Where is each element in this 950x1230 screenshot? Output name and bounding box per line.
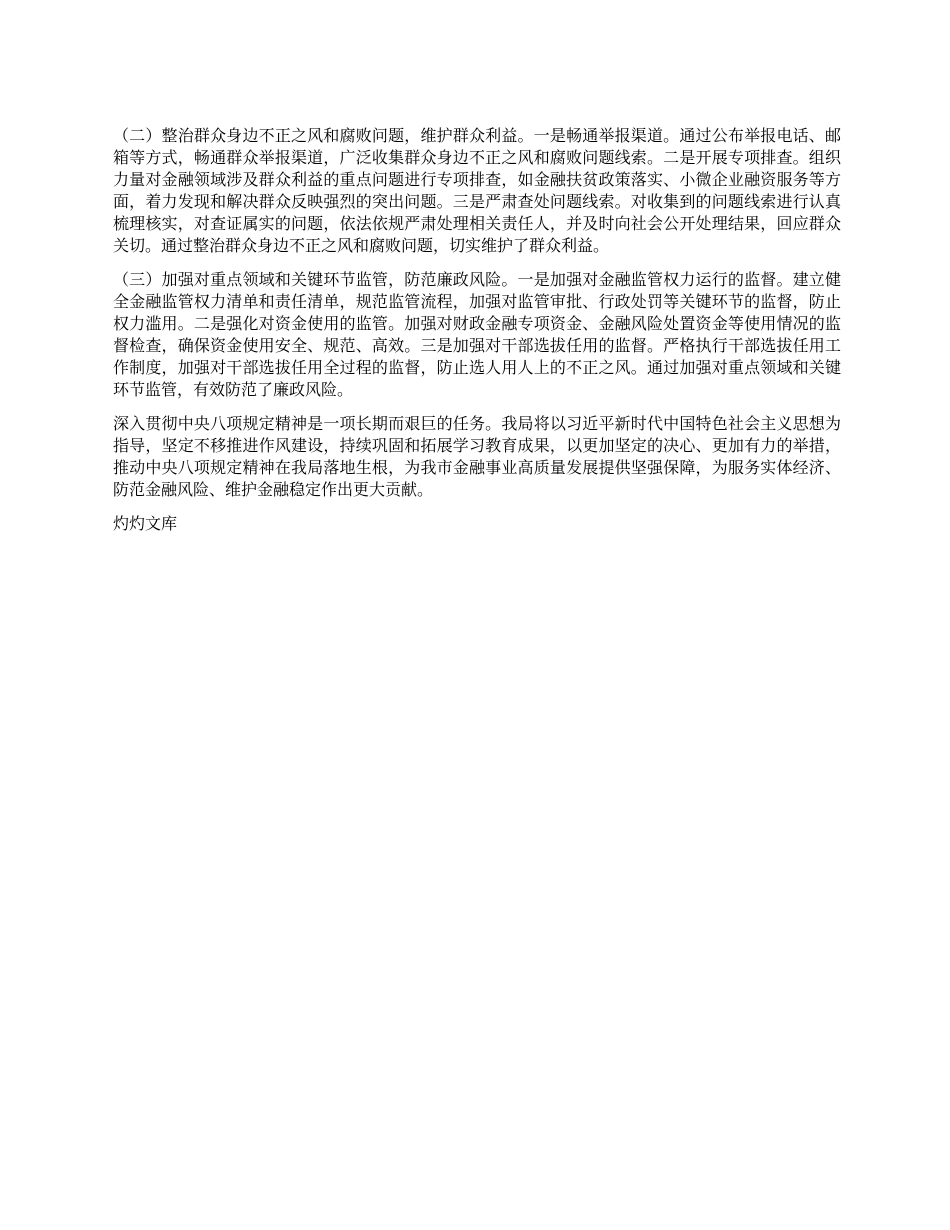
paragraph-rectify-misconduct: （二）整治群众身边不正之风和腐败问题，维护群众利益。一是畅通举报渠道。通过公布举报电话、邮箱等方式，畅通群众举报渠道，广泛收集群众身边不正之风和腐败问题线索。二是开展专项排查。组织力量对金融领域涉及群众利益的重点问题进行专项排查，如金融扶贫政策落实、小微企业融资服务等方面，着力发现和解决群众反映强烈的突出问题。三是严肃查处问题线索。对收集到的问题线索进行认真梳理核实，对查证属实的问题，依法依规严肃处理相关责任人，并及时向社会公开处理结果，回应群众关切。通过整治群众身边不正之风和腐败问题，切实维护了群众利益。 (113, 126, 841, 255)
paragraph-strengthen-supervision: （三）加强对重点领域和关键环节监管，防范廉政风险。一是加强对金融监管权力运行的监督。建立健全金融监管权力清单和责任清单，规范监管流程，加强对监管审批、行政处罚等关键环节的监督，防止权力滥用。二是强化对资金使用的监管。加强对财政金融专项资金、金融风险处置资金等使用情况的监督检查，确保资金使用安全、规范、高效。三是加强对干部选拔任用的监督。严格执行干部选拔任用工作制度，加强对干部选拔任用全过程的监督，防止选人用人上的不正之风。通过加强对重点领域和关键环节监管，有效防范了廉政风险。 (113, 270, 841, 399)
document-page (113, 125, 841, 535)
paragraph-conclusion: 深入贯彻中央八项规定精神是一项长期而艰巨的任务。我局将以习近平新时代中国特色社会主义思想为指导，坚定不移推进作风建设，持续巩固和拓展学习教育成果，以更加坚定的决心、更加有力的举措，推动中央八项规定精神在我局落地生根，为我市金融事业高质量发展提供坚强保障，为服务实体经济、防范金融风险、维护金融稳定作出更大贡献。 (113, 414, 841, 499)
brand-footer: 灼灼文库 (113, 514, 178, 533)
